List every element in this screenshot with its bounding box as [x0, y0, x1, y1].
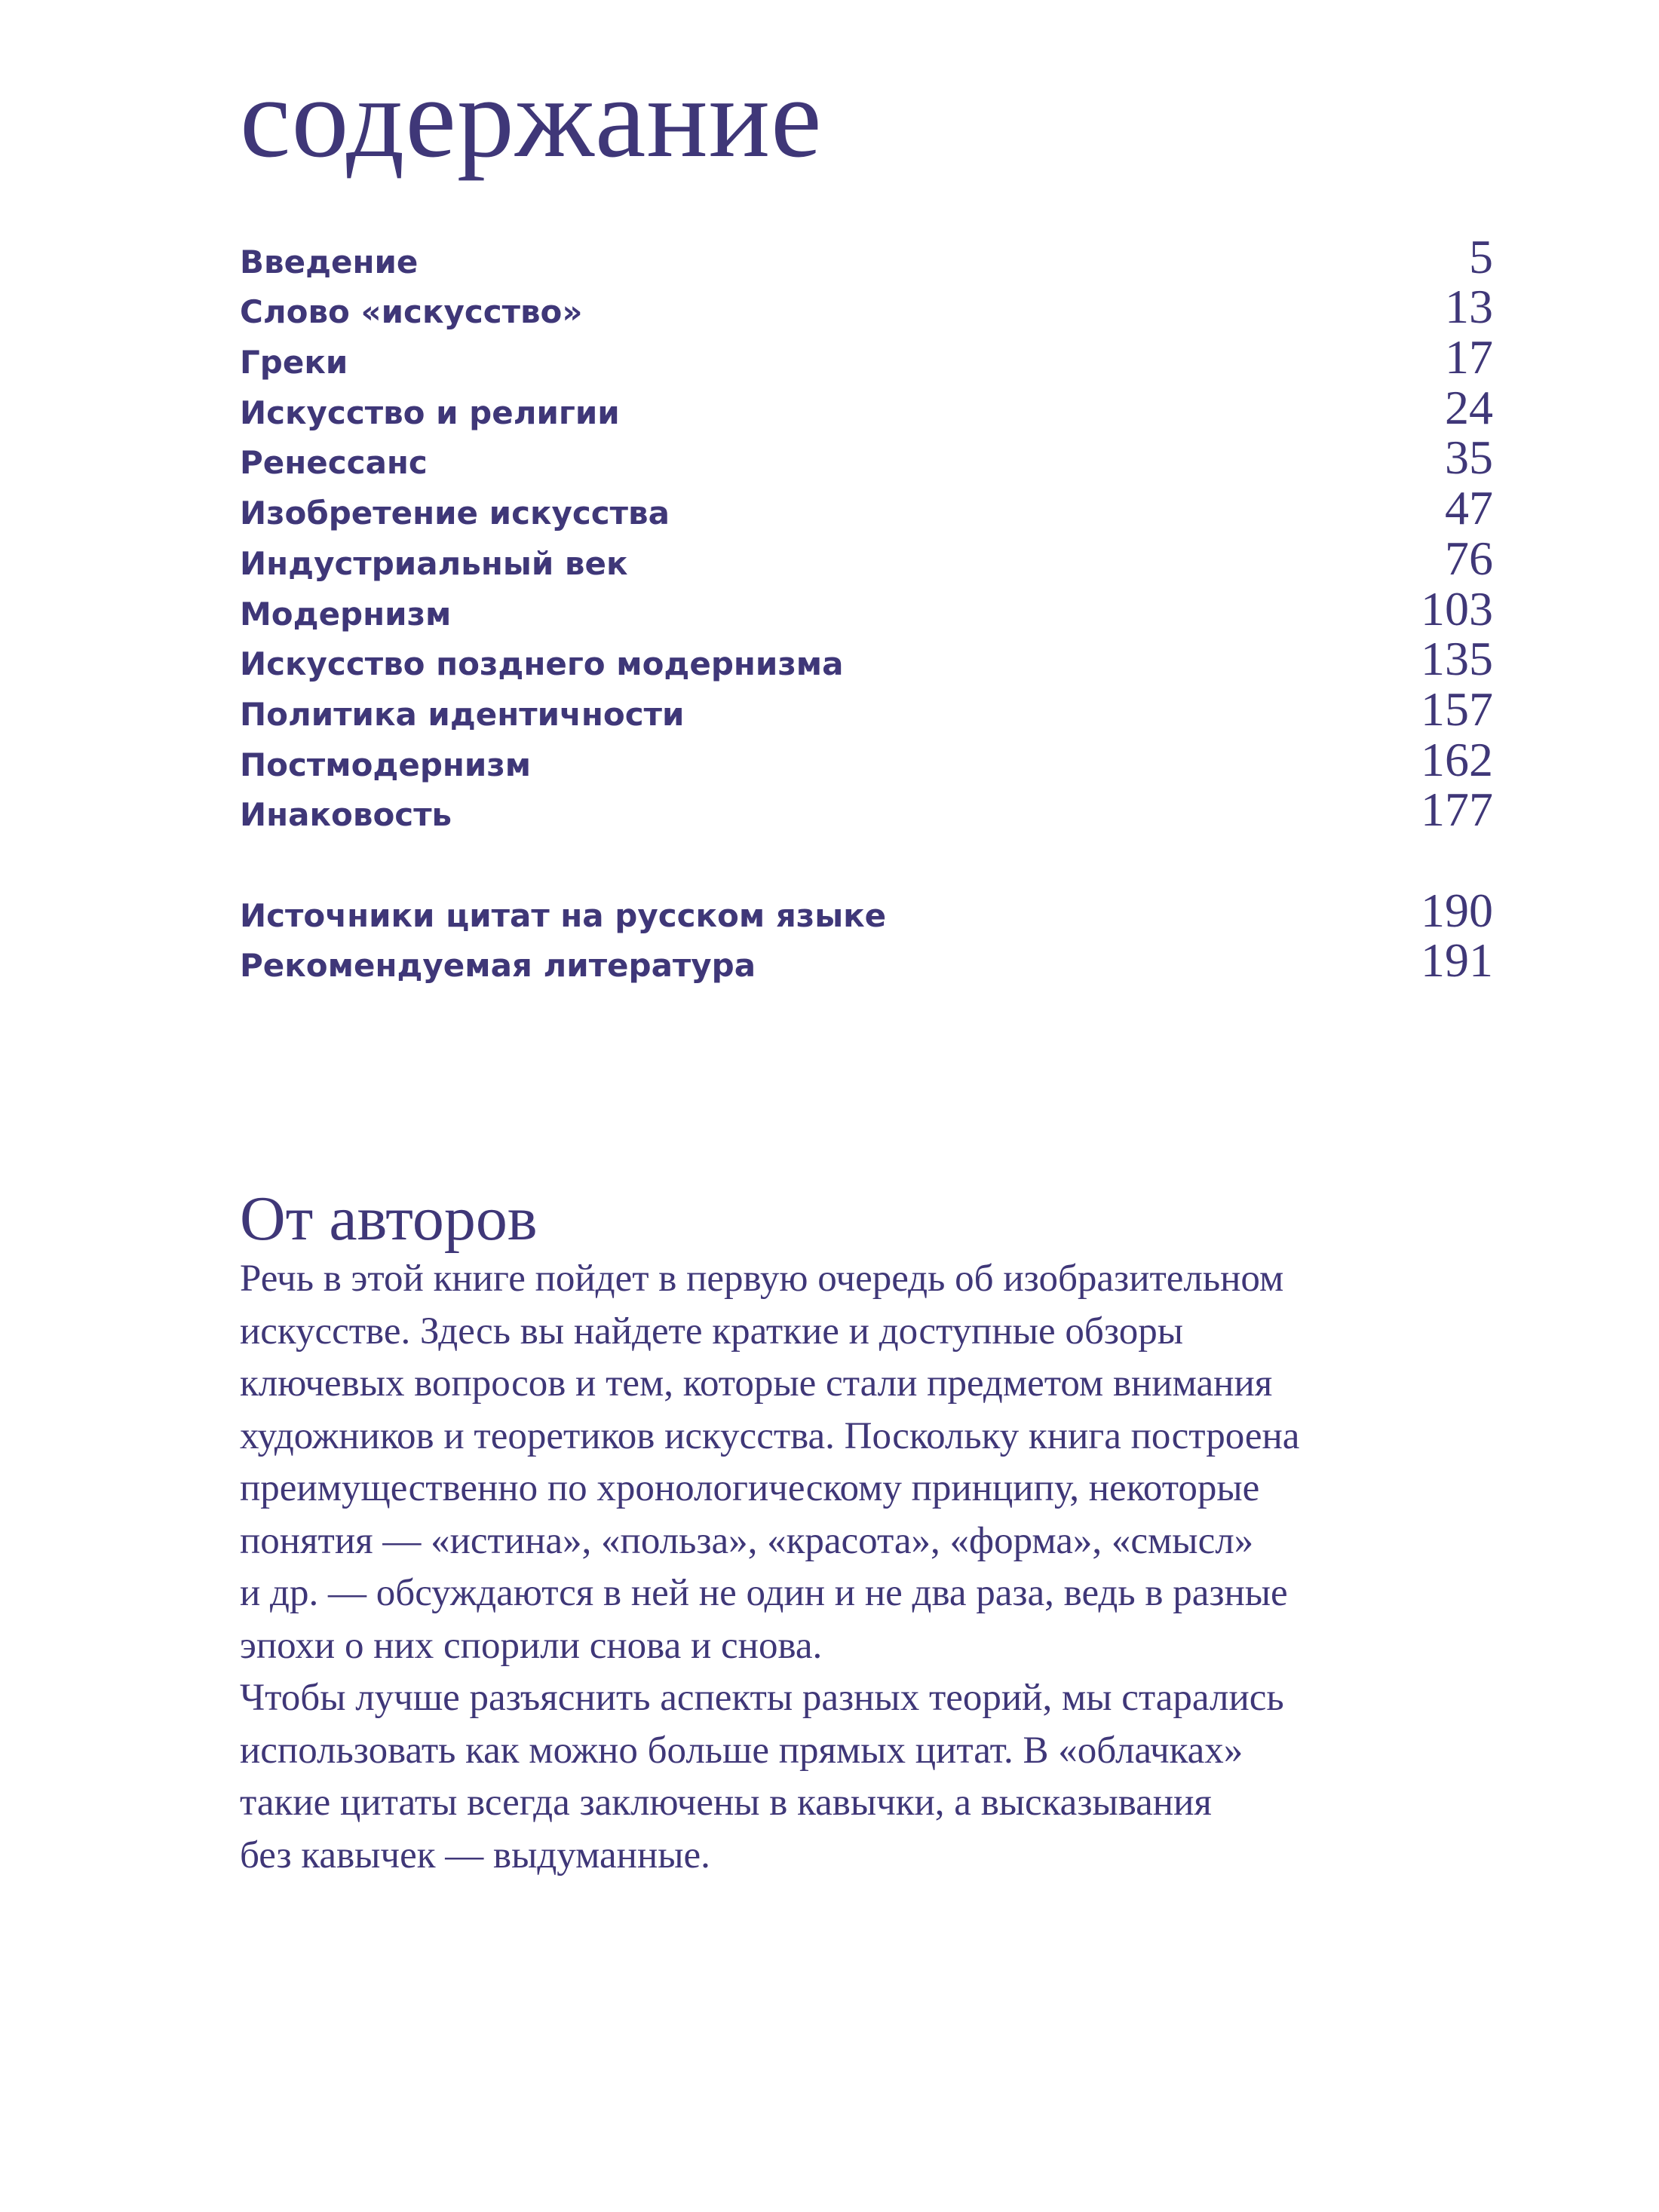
toc-item-label: Искусство и религии: [240, 394, 620, 431]
toc-item: [240, 732, 1493, 787]
toc-item-label: Ренессанс: [240, 444, 428, 482]
toc-item-page: 13: [1445, 280, 1493, 334]
toc-item-label: Источники цитат на русском языке: [240, 896, 887, 934]
toc-item-label: Рекомендуемая литература: [240, 947, 756, 985]
toc-item-page: 191: [1421, 933, 1493, 988]
toc-item-page: 5: [1469, 229, 1493, 283]
toc-item-label: Модернизм: [240, 595, 452, 633]
toc-item-page: 47: [1445, 481, 1493, 535]
toc-item: [240, 280, 1493, 335]
toc-item-label: Слово «искусство»: [240, 293, 583, 331]
toc-item: [240, 783, 1493, 838]
text-line: ключевых вопросов и тем, которые стали предметом внимания: [240, 1362, 1273, 1405]
toc-extra-item: [240, 933, 1493, 988]
toc-spacer: [240, 837, 1493, 887]
text-line: художников и теоретиков искусства. Поскольку книга построена: [240, 1414, 1300, 1457]
toc-item-page: 76: [1445, 531, 1493, 585]
text-line: без кавычек — выдуманные.: [240, 1834, 710, 1877]
toc-extra-item: [240, 883, 1493, 938]
text-line: эпохи о них спорили снова и снова.: [240, 1624, 823, 1667]
toc-item: [240, 581, 1493, 636]
toc-item: [240, 380, 1493, 435]
toc-item-page: 24: [1445, 380, 1493, 434]
toc-item-label: Греки: [240, 344, 348, 381]
authors-note-title: От авторов: [240, 1184, 538, 1254]
toc-item: [240, 531, 1493, 586]
toc-item-page: 17: [1445, 330, 1493, 384]
toc-item-label: Искусство позднего модернизма: [240, 645, 844, 683]
toc-item-label: Индустриальный век: [240, 544, 628, 582]
toc-item-label: Введение: [240, 243, 419, 280]
toc-item-label: Инаковость: [240, 796, 452, 834]
toc-item-label: Изобретение искусства: [240, 495, 670, 532]
toc-item: [240, 682, 1493, 737]
toc-item-label: Постмодернизм: [240, 746, 532, 783]
toc-item: [240, 229, 1493, 284]
text-line: такие цитаты всегда заключены в кавычки, а высказывания: [240, 1782, 1212, 1824]
toc-item: [240, 481, 1493, 535]
table-of-contents: [240, 229, 1493, 988]
text-line: искусстве. Здесь вы найдете краткие и доступные обзоры: [240, 1310, 1183, 1353]
toc-item: [240, 330, 1493, 384]
toc-item-label: Политика идентичности: [240, 695, 685, 733]
toc-item-page: 162: [1421, 732, 1493, 786]
toc-item-page: 35: [1445, 430, 1493, 485]
toc-item: [240, 632, 1493, 687]
toc-item-page: 135: [1421, 632, 1493, 686]
toc-title: содержание: [240, 54, 823, 181]
text-line: преимущественно по хронологическому принципу, некоторые: [240, 1467, 1260, 1509]
authors-note: [240, 1185, 1522, 1882]
text-line: Речь в этой книге пойдет в первую очередь об изобразительном: [240, 1258, 1284, 1300]
text-line: Чтобы лучше разъяснить аспекты разных теорий, мы старались: [240, 1677, 1284, 1719]
text-line: понятия — «истина», «польза», «красота», «форма», «смысл»: [240, 1519, 1254, 1562]
toc-item-page: 103: [1421, 581, 1493, 636]
toc-item-page: 157: [1421, 682, 1493, 736]
text-line: использовать как можно больше прямых цитат. В «облачках»: [240, 1729, 1243, 1772]
authors-note-text: [240, 1253, 1522, 1882]
toc-item: [240, 430, 1493, 486]
toc-item-page: 190: [1421, 883, 1493, 937]
toc-item-page: 177: [1421, 783, 1493, 837]
text-line: и др. — обсуждаются в ней не один и не два раза, ведь в разные: [240, 1572, 1288, 1614]
